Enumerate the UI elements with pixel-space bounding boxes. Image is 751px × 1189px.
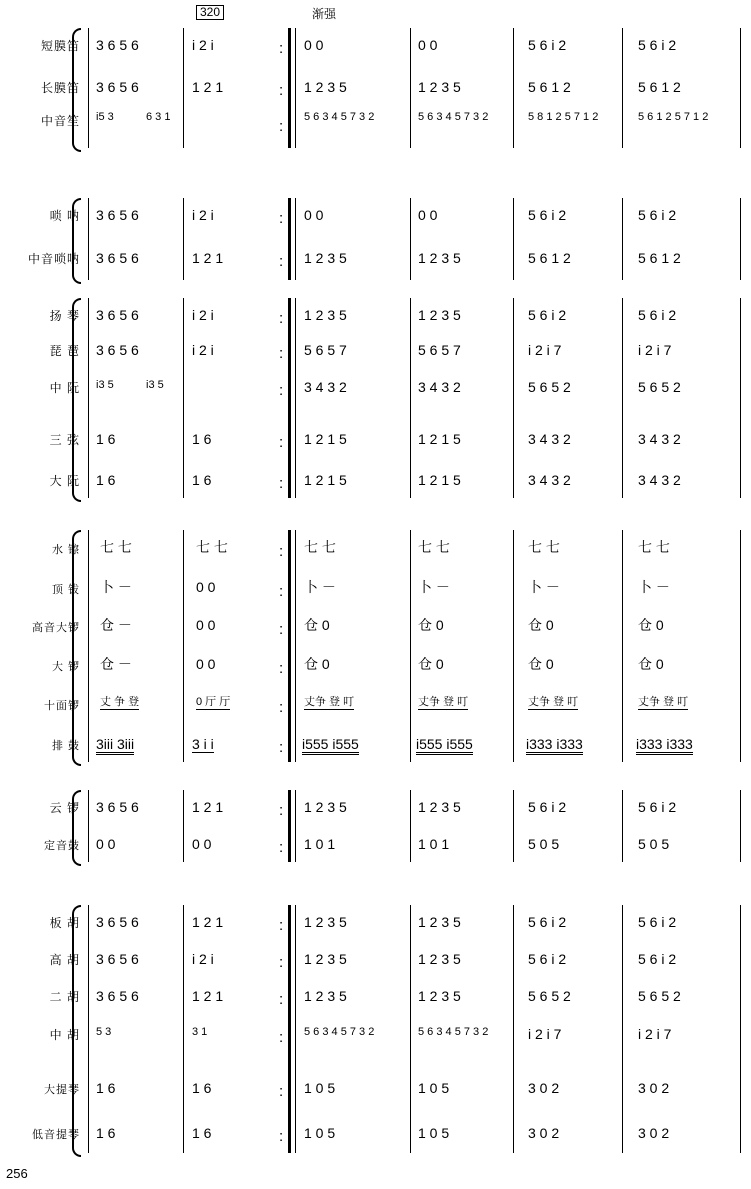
measure-notes: 卜 －	[100, 579, 132, 595]
instrument-label-zhonghu: 中 胡	[49, 1028, 80, 1042]
repeat-dots: :	[279, 434, 284, 451]
measure-notes: 1 6	[192, 431, 212, 447]
measure-notes: 1 2 3 5	[418, 799, 461, 815]
repeat-dots: :	[279, 660, 284, 677]
measure-notes: 0 0	[196, 579, 216, 595]
measure-notes: i3 5	[96, 379, 114, 391]
measure-notes: i 2 i 7	[638, 342, 672, 358]
repeat-dots: :	[279, 739, 284, 756]
barline	[740, 905, 741, 1153]
measure-notes: 0 0	[304, 37, 324, 53]
barline	[513, 298, 514, 498]
rehearsal-mark: 320	[196, 5, 224, 20]
measure-notes: 0 厅 厅	[196, 696, 231, 708]
measure-notes: 仓 －	[100, 617, 132, 633]
measure-notes: 3iii 3iii	[96, 737, 134, 755]
measure-notes: 1 2 3 5	[304, 988, 347, 1004]
barline	[740, 530, 741, 762]
measure-notes: 1 0 1	[418, 836, 450, 852]
barline	[183, 790, 184, 862]
repeat-dots: :	[279, 310, 284, 327]
measure-notes: 3 4 3 2	[638, 472, 681, 488]
measure-notes: 仓 0	[418, 617, 444, 633]
instrument-label-erhu: 二 胡	[49, 990, 80, 1004]
measure-notes: i 2 i	[192, 307, 214, 323]
barline	[88, 905, 89, 1153]
repeat-dots: :	[279, 40, 284, 57]
repeat-dots: :	[279, 345, 284, 362]
measure-notes: 仓 0	[418, 656, 444, 672]
measure-notes: 仓 0	[638, 656, 664, 672]
repeat-dots: :	[279, 1128, 284, 1145]
measure-notes: 仓 0	[304, 656, 330, 672]
measure-notes: 5 6 i 2	[638, 951, 677, 967]
measure-notes: 1 2 1	[192, 914, 224, 930]
barline	[183, 905, 184, 1153]
measure-notes: 1 0 5	[304, 1080, 336, 1096]
measure-notes: 七 七	[304, 539, 336, 555]
measure-notes: 3 6 5 6	[96, 307, 139, 323]
instrument-label-zhongyinsuona: 中音唢呐	[27, 252, 80, 266]
measure-notes: 3 0 2	[638, 1080, 670, 1096]
measure-notes: 5 6 3 4 5 7 3 2	[304, 1026, 375, 1038]
measure-notes: i 2 i	[192, 342, 214, 358]
measure-notes: 1 2 3 5	[304, 307, 347, 323]
measure-notes: 1 2 3 5	[418, 79, 461, 95]
brace-suona-group	[72, 198, 81, 284]
measure-notes: 丈 争 登	[100, 696, 140, 708]
barline	[622, 298, 623, 498]
measure-notes: 0 0	[418, 37, 438, 53]
instrument-label-daluo: 大 锣	[51, 661, 80, 673]
measure-notes: i3 5	[146, 379, 164, 391]
measure-notes: 5 6 i 2	[528, 307, 567, 323]
measure-notes: i 2 i	[192, 37, 214, 53]
repeat-dots: :	[279, 699, 284, 716]
measure-notes: 5 6 i 2	[528, 914, 567, 930]
measure-notes: i 2 i	[192, 951, 214, 967]
barline	[740, 198, 741, 280]
measure-notes: 3 0 2	[528, 1125, 560, 1141]
measure-notes: 卜 －	[418, 579, 450, 595]
repeat-dots: :	[279, 583, 284, 600]
barline	[740, 28, 741, 148]
repeat-dots: :	[279, 839, 284, 856]
instrument-label-sanxian: 三 弦	[49, 433, 80, 447]
barline	[513, 905, 514, 1153]
barline	[740, 298, 741, 498]
barline	[410, 790, 411, 862]
instrument-label-dingbo: 顶 钹	[51, 584, 80, 596]
measure-notes: 5 6 5 2	[638, 379, 681, 395]
measure-notes: 1 0 5	[418, 1080, 450, 1096]
measure-notes: 5 6 1 2	[528, 250, 571, 266]
measure-notes: 仓 0	[304, 617, 330, 633]
instrument-label-shimianluo: 十面锣	[44, 700, 80, 712]
measure-notes: 七 七	[528, 539, 560, 555]
measure-notes: 1 6	[192, 1125, 212, 1141]
measure-notes: i333 i333	[636, 737, 693, 755]
measure-notes: 3 6 5 6	[96, 207, 139, 223]
measure-notes: 1 6	[96, 1080, 116, 1096]
measure-notes: i555 i555	[416, 737, 473, 755]
measure-notes: 1 2 3 5	[304, 951, 347, 967]
measure-notes: 3 0 2	[528, 1080, 560, 1096]
measure-notes: 1 0 5	[304, 1125, 336, 1141]
measure-notes: 仓 0	[528, 656, 554, 672]
instrument-label-paigu: 排 鼓	[51, 740, 80, 752]
measure-notes: 5 6 i 2	[528, 37, 567, 53]
measure-notes: 丈争 登 叮	[638, 696, 689, 708]
measure-notes: 5 6 1 2 5 7 1 2	[638, 111, 709, 123]
measure-notes: 5 6 3 4 5 7 3 2	[418, 111, 489, 123]
repeat-dots: :	[279, 543, 284, 560]
measure-notes: 1 2 3 5	[418, 951, 461, 967]
barline	[88, 28, 89, 148]
barline	[295, 198, 296, 280]
instrument-label-banhu: 板 胡	[49, 916, 80, 930]
measure-notes: 5 6 i 2	[638, 307, 677, 323]
measure-notes: 3 4 3 2	[528, 472, 571, 488]
measure-notes: 仓 －	[100, 656, 132, 672]
page-number: 256	[6, 1166, 28, 1181]
measure-notes: i 2 i 7	[528, 342, 562, 358]
measure-notes: 3 0 2	[638, 1125, 670, 1141]
measure-notes: 3 6 5 6	[96, 37, 139, 53]
measure-notes: 1 2 1	[192, 250, 224, 266]
measure-notes: 1 0 5	[418, 1125, 450, 1141]
measure-notes: 3 6 5 6	[96, 988, 139, 1004]
measure-notes: 1 2 1 5	[304, 472, 347, 488]
brace-plucked-group	[72, 298, 81, 502]
brace-percussion-group	[72, 530, 81, 766]
barline	[295, 298, 296, 498]
instrument-label-dingyingu: 定音鼓	[44, 840, 80, 852]
brace-tuned-perc-group	[72, 790, 81, 866]
barline	[295, 28, 296, 148]
barline	[183, 28, 184, 148]
instrument-label-duomodi: 短膜笛	[40, 39, 80, 53]
barline-thick	[288, 905, 291, 1153]
barline	[513, 28, 514, 148]
measure-notes: 丈争 登 叮	[528, 696, 579, 708]
measure-notes: 0 0	[196, 656, 216, 672]
measure-notes: 1 6	[192, 1080, 212, 1096]
instrument-label-diyintiqin: 低音提琴	[32, 1129, 80, 1141]
measure-notes: 1 2 1	[192, 988, 224, 1004]
barline	[295, 790, 296, 862]
repeat-dots: :	[279, 954, 284, 971]
barline-thick	[288, 790, 291, 862]
measure-notes: 1 6	[96, 472, 116, 488]
repeat-dots: :	[279, 382, 284, 399]
measure-notes: 1 2 1 5	[418, 472, 461, 488]
measure-notes: 1 2 3 5	[304, 799, 347, 815]
barline	[88, 298, 89, 498]
instrument-label-zhongruan: 中 阮	[49, 381, 80, 395]
repeat-dots: :	[279, 991, 284, 1008]
measure-notes: 5 6 i 2	[638, 207, 677, 223]
instrument-label-datiqin: 大提琴	[44, 1084, 80, 1096]
measure-notes: 1 2 1 5	[304, 431, 347, 447]
barline-thick	[288, 298, 291, 498]
measure-notes: 3 6 5 6	[96, 342, 139, 358]
measure-notes: 3 6 5 6	[96, 799, 139, 815]
measure-notes: 5 6 3 4 5 7 3 2	[418, 1026, 489, 1038]
measure-notes: i333 i333	[526, 737, 583, 755]
measure-notes: 6 3 1	[146, 111, 171, 123]
measure-notes: 卜 －	[528, 579, 560, 595]
instrument-label-suona: 唢 呐	[49, 209, 80, 223]
barline	[622, 905, 623, 1153]
measure-notes: i5 3	[96, 111, 114, 123]
measure-notes: 0 0	[96, 836, 116, 852]
measure-notes: 1 2 1 5	[418, 431, 461, 447]
measure-notes: 1 2 3 5	[304, 79, 347, 95]
barline	[513, 790, 514, 862]
measure-notes: 3 4 3 2	[304, 379, 347, 395]
measure-notes: 5 6 1 2	[638, 250, 681, 266]
measure-notes: 3 6 5 6	[96, 250, 139, 266]
measure-notes: 5 6 5 2	[638, 988, 681, 1004]
measure-notes: 3 i i	[192, 736, 214, 752]
measure-notes: 七 七	[100, 539, 132, 555]
measure-notes: 1 2 3 5	[418, 250, 461, 266]
measure-notes: 5 6 i 2	[528, 207, 567, 223]
barline-thick	[288, 198, 291, 280]
measure-notes: 1 6	[192, 472, 212, 488]
measure-notes: 1 2 1	[192, 799, 224, 815]
barline-thick	[288, 530, 291, 762]
measure-notes: 5 6 i 2	[638, 914, 677, 930]
repeat-dots: :	[279, 253, 284, 270]
instrument-label-pipa: 琵 琶	[49, 344, 80, 358]
barline	[183, 530, 184, 762]
measure-notes: i 2 i 7	[638, 1026, 672, 1042]
repeat-dots: :	[279, 475, 284, 492]
instrument-label-gaoyindaluo: 高音大锣	[32, 622, 80, 634]
repeat-dots: :	[279, 621, 284, 638]
measure-notes: 5 3	[96, 1026, 112, 1038]
measure-notes: 5 6 1 2	[528, 79, 571, 95]
measure-notes: 5 6 5 7	[304, 342, 347, 358]
measure-notes: 仓 0	[528, 617, 554, 633]
measure-notes: 七 七	[638, 539, 670, 555]
repeat-dots: :	[279, 802, 284, 819]
measure-notes: 5 6 5 7	[418, 342, 461, 358]
measure-notes: 3 6 5 6	[96, 951, 139, 967]
measure-notes: 1 0 1	[304, 836, 336, 852]
measure-notes: 5 6 5 2	[528, 988, 571, 1004]
barline	[183, 298, 184, 498]
barline-thick	[288, 28, 291, 148]
barline	[410, 530, 411, 762]
measure-notes: 七 七	[196, 539, 228, 555]
measure-notes: 0 0	[192, 836, 212, 852]
barline	[740, 790, 741, 862]
measure-notes: 5 6 i 2	[528, 951, 567, 967]
barline	[622, 28, 623, 148]
measure-notes: 丈争 登 叮	[418, 696, 469, 708]
barline	[410, 28, 411, 148]
measure-notes: 卜 －	[304, 579, 336, 595]
barline	[513, 198, 514, 280]
measure-notes: 1 2 3 5	[418, 914, 461, 930]
measure-notes: 1 2 3 5	[304, 250, 347, 266]
repeat-dots: :	[279, 1029, 284, 1046]
measure-notes: 5 0 5	[528, 836, 560, 852]
barline	[513, 530, 514, 762]
instrument-label-shuicha: 水 镲	[51, 544, 80, 556]
measure-notes: 1 2 3 5	[418, 988, 461, 1004]
repeat-dots: :	[279, 210, 284, 227]
measure-notes: 5 6 i 2	[638, 799, 677, 815]
measure-notes: 卜 －	[638, 579, 670, 595]
barline	[88, 198, 89, 280]
barline	[622, 198, 623, 280]
repeat-dots: :	[279, 917, 284, 934]
measure-notes: 0 0	[418, 207, 438, 223]
barline	[88, 530, 89, 762]
measure-notes: 仓 0	[638, 617, 664, 633]
repeat-dots: :	[279, 118, 284, 135]
measure-notes: 0 0	[304, 207, 324, 223]
dynamic-marking: 渐强	[312, 7, 337, 21]
instrument-label-gaohu: 高 胡	[49, 953, 80, 967]
measure-notes: 丈争 登 叮	[304, 696, 355, 708]
measure-notes: 1 6	[96, 431, 116, 447]
barline	[622, 790, 623, 862]
measure-notes: 1 6	[96, 1125, 116, 1141]
measure-notes: i 2 i	[192, 207, 214, 223]
measure-notes: 5 6 3 4 5 7 3 2	[304, 111, 375, 123]
measure-notes: 3 4 3 2	[638, 431, 681, 447]
barline	[295, 905, 296, 1153]
measure-notes: 七 七	[418, 539, 450, 555]
brace-wind-group	[72, 28, 81, 152]
instrument-label-daruan: 大 阮	[49, 474, 80, 488]
repeat-dots: :	[279, 82, 284, 99]
measure-notes: 5 6 5 2	[528, 379, 571, 395]
repeat-dots: :	[279, 1083, 284, 1100]
barline	[410, 198, 411, 280]
instrument-label-yunluo: 云 锣	[49, 801, 80, 815]
measure-notes: 3 6 5 6	[96, 914, 139, 930]
measure-notes: 0 0	[196, 617, 216, 633]
measure-notes: 5 6 i 2	[638, 37, 677, 53]
barline	[183, 198, 184, 280]
brace-bowed-group	[72, 905, 81, 1157]
measure-notes: 1 2 3 5	[418, 307, 461, 323]
measure-notes: 1 2 1	[192, 79, 224, 95]
instrument-label-zhongyinsheng: 中音笙	[40, 114, 80, 128]
measure-notes: 5 8 1 2 5 7 1 2	[528, 111, 599, 123]
measure-notes: i555 i555	[302, 737, 359, 755]
measure-notes: 5 0 5	[638, 836, 670, 852]
barline	[410, 905, 411, 1153]
measure-notes: 5 6 i 2	[528, 799, 567, 815]
measure-notes: i 2 i 7	[528, 1026, 562, 1042]
instrument-label-changmodi: 长膜笛	[40, 81, 80, 95]
barline	[410, 298, 411, 498]
measure-notes: 3 1	[192, 1026, 208, 1038]
measure-notes: 3 4 3 2	[528, 431, 571, 447]
barline	[88, 790, 89, 862]
measure-notes: 3 6 5 6	[96, 79, 139, 95]
instrument-label-yangqin: 扬 琴	[49, 309, 80, 323]
measure-notes: 5 6 1 2	[638, 79, 681, 95]
barline	[622, 530, 623, 762]
measure-notes: 3 4 3 2	[418, 379, 461, 395]
measure-notes: 1 2 3 5	[304, 914, 347, 930]
barline	[295, 530, 296, 762]
